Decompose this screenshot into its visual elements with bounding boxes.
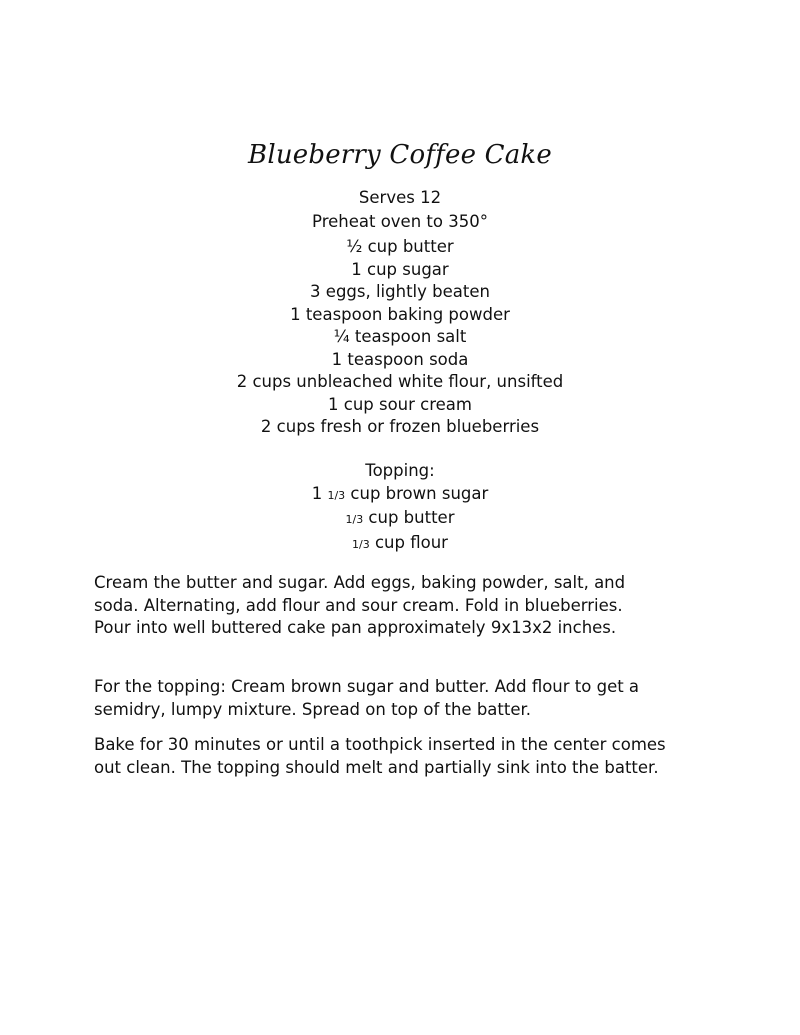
topping-item [0, 483, 800, 508]
topping-whole: 1 [311, 483, 328, 503]
recipe-meta [0, 186, 800, 234]
topping-fraction: 1/3 [345, 513, 364, 526]
ingredient-item: 1 cup sour cream [328, 394, 472, 414]
topping-section [0, 460, 800, 556]
topping-rest: cup butter [363, 508, 455, 527]
instruction-paragraph: For the topping: Cream brown sugar and butter. Add flour to get a semidry, lumpy mixture. Spread on top of the batter. [94, 677, 640, 719]
instruction-paragraph: Cream the butter and sugar. Add eggs, baking powder, salt, and soda. Alternating, add flour and sour cream. Fold in blueberries. Pour into well buttered cake pan approximately 9x13x2 inches. [94, 573, 626, 637]
ingredient-item: 2 cups fresh or frozen blueberries [260, 417, 540, 436]
ingredient-item: ½ cup butter [346, 237, 454, 256]
ingredient-item: ¼ teaspoon salt [333, 327, 467, 346]
topping-heading: Topping: [365, 461, 435, 480]
ingredient-item: 3 eggs, lightly beaten [310, 282, 490, 301]
ingredient-item: 1 teaspoon baking powder [290, 304, 510, 324]
topping-fraction: 1/3 [352, 537, 370, 551]
ingredient-item: 2 cups unbleached white flour, unsifted [236, 372, 564, 391]
topping-rest: cup flour [369, 532, 448, 552]
recipe-title: Blueberry Coffee Cake [248, 140, 552, 170]
preheat-text: Preheat oven to 350° [312, 212, 488, 231]
ingredient-list [0, 236, 800, 439]
ingredient-item: 1 cup sugar [351, 259, 449, 279]
ingredient-item: 1 teaspoon soda [331, 349, 469, 369]
topping-fraction: 1/3 [327, 488, 346, 502]
topping-rest: cup brown sugar [345, 483, 489, 503]
topping-item [0, 532, 800, 557]
topping-item [0, 507, 800, 532]
instruction-paragraph: Bake for 30 minutes or until a toothpick inserted in the center comes out clean. The topping should melt and partially sink into the batter. [94, 735, 666, 777]
serves-text: Serves 12 [358, 188, 442, 207]
